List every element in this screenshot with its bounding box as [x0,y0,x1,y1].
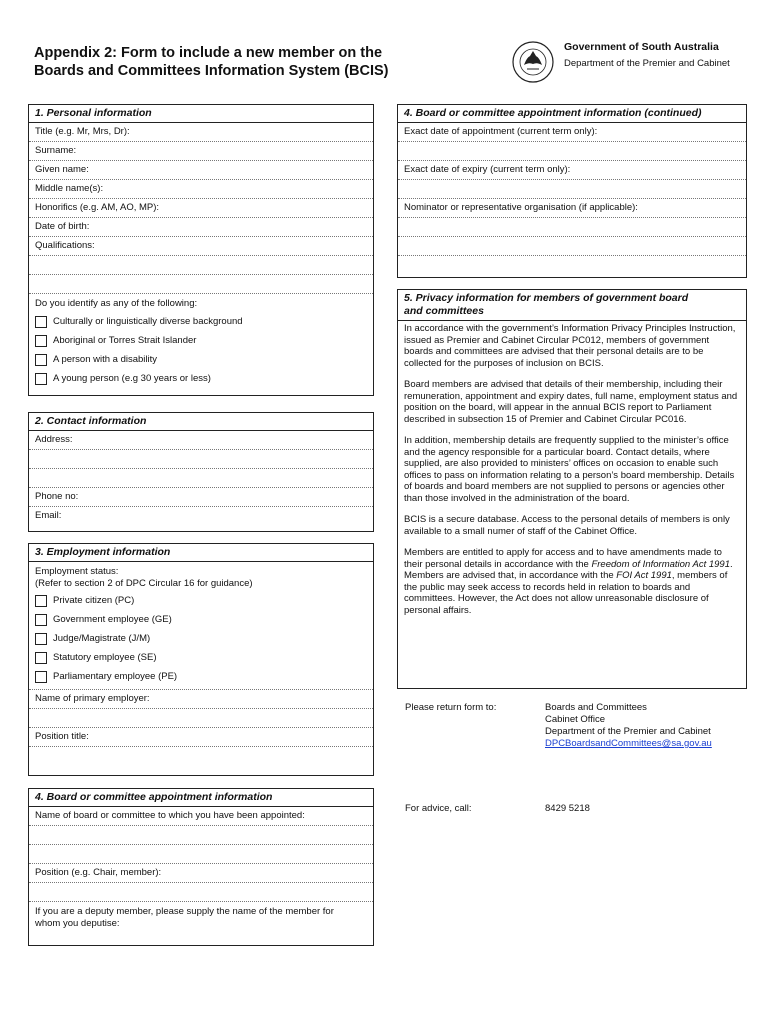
privacy-text [398,321,746,622]
address-field[interactable] [29,431,373,450]
position-title-field[interactable] [29,728,373,747]
return-address-line-1: Boards and Committees [545,702,647,713]
privacy-p5-part-b: . Members are advised that, in accordance with the [404,558,733,581]
phone-field[interactable] [29,488,373,507]
title-field-label: Title (e.g. Mr, Mrs, Dr): [35,126,130,137]
return-address [545,702,712,750]
primary-employer-field-label: Name of primary employer: [35,693,150,704]
checkbox[interactable] [35,354,47,366]
option-disability-label: A person with a disability [53,354,158,365]
employment-status-line-1: Employment status: [35,566,119,577]
foi-act-short-name: FOI Act 1991 [616,570,672,581]
government-logo [510,40,750,84]
option-cald-label: Culturally or linguistically diverse background [53,316,243,327]
nominator-field-label: Nominator or representative organisation (if applicable): [404,202,638,213]
position-line-2[interactable] [29,883,373,902]
middle-name-field-label: Middle name(s): [35,183,104,194]
nominator-line-3[interactable] [398,237,746,256]
privacy-paragraph-5 [404,547,740,616]
appointment-information-heading: 4. Board or committee appointment information [29,789,373,807]
privacy-paragraph-1: In accordance with the government’s Information Privacy Principles Instruction, issued as Premier and Cabinet Circular PC012, members of government boards and committees are advised that their personal details are to be collected for the purposes of inclusion on BCIS. [404,323,736,369]
deputy-member-line-2: whom you deputise: [35,917,120,929]
identify-question: Do you identify as any of the following: [35,298,198,309]
given-name-field[interactable] [29,161,373,180]
title-line-1: Appendix 2: Form to include a new member on the [34,45,383,61]
advice-phone: 8429 5218 [545,803,590,814]
option-young-person[interactable] [29,370,373,389]
option-parliamentary-employee-label: Parliamentary employee (PE) [53,671,178,682]
privacy-p5-part-a: Members are entitled to apply for access and to have amendments made to their personal details in accordance with the [404,547,722,570]
address-line-2[interactable] [29,450,373,469]
return-address-line-3: Department of the Premier and Cabinet [545,726,711,737]
privacy-paragraph-2: Board members are advised that details of their membership, including their remuneration, appointment and expiry dates, full name, employment status and position on the board, will appear in the annual BCIS report to Parliament described in subsection 15 of Premier and Cabinet Circular PC016. [404,379,738,425]
checkbox[interactable] [35,652,47,664]
appointment-date-field-label: Exact date of appointment (current term only): [404,126,598,137]
checkbox[interactable] [35,316,47,328]
checkbox[interactable] [35,335,47,347]
advice-label: For advice, call: [405,803,472,814]
option-private-citizen-label: Private citizen (PC) [53,595,135,606]
option-disability[interactable] [29,351,373,370]
option-private-citizen[interactable] [29,592,373,611]
option-statutory-employee[interactable] [29,649,373,668]
position-field[interactable] [29,864,373,883]
honorifics-field-label: Honorifics (e.g. AM, AO, MP): [35,202,160,213]
personal-information-heading: 1. Personal information [29,105,373,123]
position-field-label: Position (e.g. Chair, member): [35,867,162,878]
board-name-line-2[interactable] [29,826,373,845]
option-parliamentary-employee[interactable] [29,668,373,690]
expiry-date-line-2[interactable] [398,180,746,199]
appointment-date-field[interactable] [398,123,746,142]
surname-field[interactable] [29,142,373,161]
middle-name-field[interactable] [29,180,373,199]
contact-information-section [28,412,374,532]
surname-field-label: Surname: [35,145,77,156]
return-form-label: Please return form to: [405,702,497,713]
option-aboriginal-label: Aboriginal or Torres Strait Islander [53,335,197,346]
privacy-heading-line-1: 5. Privacy information for members of government board [404,292,689,304]
deputy-member-field[interactable] [29,902,373,932]
privacy-p5-part-c: , members of the public may seek access to records held in relation to boards and committees. However, the Act does not allow unreasonable disclosure of personal affairs. [404,570,728,616]
appointment-continued-section [397,104,747,278]
board-name-field-label: Name of board or committee to which you have been appointed: [35,810,305,821]
checkbox[interactable] [35,671,47,683]
employment-information-heading: 3. Employment information [29,544,373,562]
personal-information-section [28,104,374,396]
position-title-line-2[interactable] [29,747,373,766]
appointment-information-section [28,788,374,946]
expiry-date-field-label: Exact date of expiry (current term only): [404,164,571,175]
state-crest-icon [510,40,556,84]
nominator-field[interactable] [398,199,746,218]
title-line-2: Boards and Committees Information System (BCIS) [34,63,389,79]
employment-information-section [28,543,374,776]
email-field-label: Email: [35,510,62,521]
option-government-employee[interactable] [29,611,373,630]
board-name-line-3[interactable] [29,845,373,864]
return-email-link[interactable]: DPCBoardsandCommittees@sa.gov.au [545,738,712,749]
contact-information-heading: 2. Contact information [29,413,373,431]
qualifications-field[interactable] [29,237,373,256]
given-name-field-label: Given name: [35,164,89,175]
page-title [34,44,404,80]
checkbox[interactable] [35,373,47,385]
government-name: Government of South Australia [564,41,719,53]
checkbox[interactable] [35,595,47,607]
privacy-information-heading [398,290,746,321]
appointment-date-line-2[interactable] [398,142,746,161]
title-field[interactable] [29,123,373,142]
phone-field-label: Phone no: [35,491,79,502]
privacy-heading-line-2: and committees [404,305,484,317]
address-line-3[interactable] [29,469,373,488]
option-judge-magistrate-label: Judge/Magistrate (J/M) [53,633,151,644]
option-cald[interactable] [29,313,373,332]
privacy-information-section [397,289,747,689]
option-statutory-employee-label: Statutory employee (SE) [53,652,157,663]
email-field[interactable] [29,507,373,526]
primary-employer-line-2[interactable] [29,709,373,728]
privacy-paragraph-3: In addition, membership details are frequently supplied to the minister’s office and the agency responsible for a particular board. Contact details, where supplied, are also provided to ministers’ offices on occasion to enable such offices to pass on information relating to a person’s board membership. Details of boards and board members are not supplied to persons or agencies other than those involved in the administration of the board. [404,435,735,504]
appointment-continued-heading: 4. Board or committee appointment information (continued) [398,105,746,123]
date-of-birth-field-label: Date of birth: [35,221,90,232]
option-aboriginal[interactable] [29,332,373,351]
primary-employer-field[interactable] [29,690,373,709]
position-title-field-label: Position title: [35,731,89,742]
board-name-field[interactable] [29,807,373,826]
honorifics-field[interactable] [29,199,373,218]
employment-status-label [29,562,373,592]
option-judge-magistrate[interactable] [29,630,373,649]
qualifications-line-2[interactable] [29,256,373,275]
department-name: Department of the Premier and Cabinet [564,58,730,69]
expiry-date-field[interactable] [398,161,746,180]
qualifications-field-label: Qualifications: [35,240,95,251]
qualifications-line-3[interactable] [29,275,373,294]
return-address-line-2: Cabinet Office [545,714,606,725]
date-of-birth-field[interactable] [29,218,373,237]
checkbox[interactable] [35,614,47,626]
nominator-line-2[interactable] [398,218,746,237]
checkbox[interactable] [35,633,47,645]
option-young-person-label: A young person (e.g 30 years or less) [53,373,211,384]
foi-act-name: Freedom of Information Act 1991 [591,558,730,570]
address-field-label: Address: [35,434,73,445]
option-government-employee-label: Government employee (GE) [53,614,172,625]
privacy-paragraph-4: BCIS is a secure database. Access to the personal details of members is only available to a small numer of staff of the Cabinet Office. [404,514,730,537]
employment-status-line-2: (Refer to section 2 of DPC Circular 16 for guidance) [35,577,253,589]
deputy-member-line-1: If you are a deputy member, please supply the name of the member for [35,906,334,917]
nominator-line-4[interactable] [398,256,746,275]
